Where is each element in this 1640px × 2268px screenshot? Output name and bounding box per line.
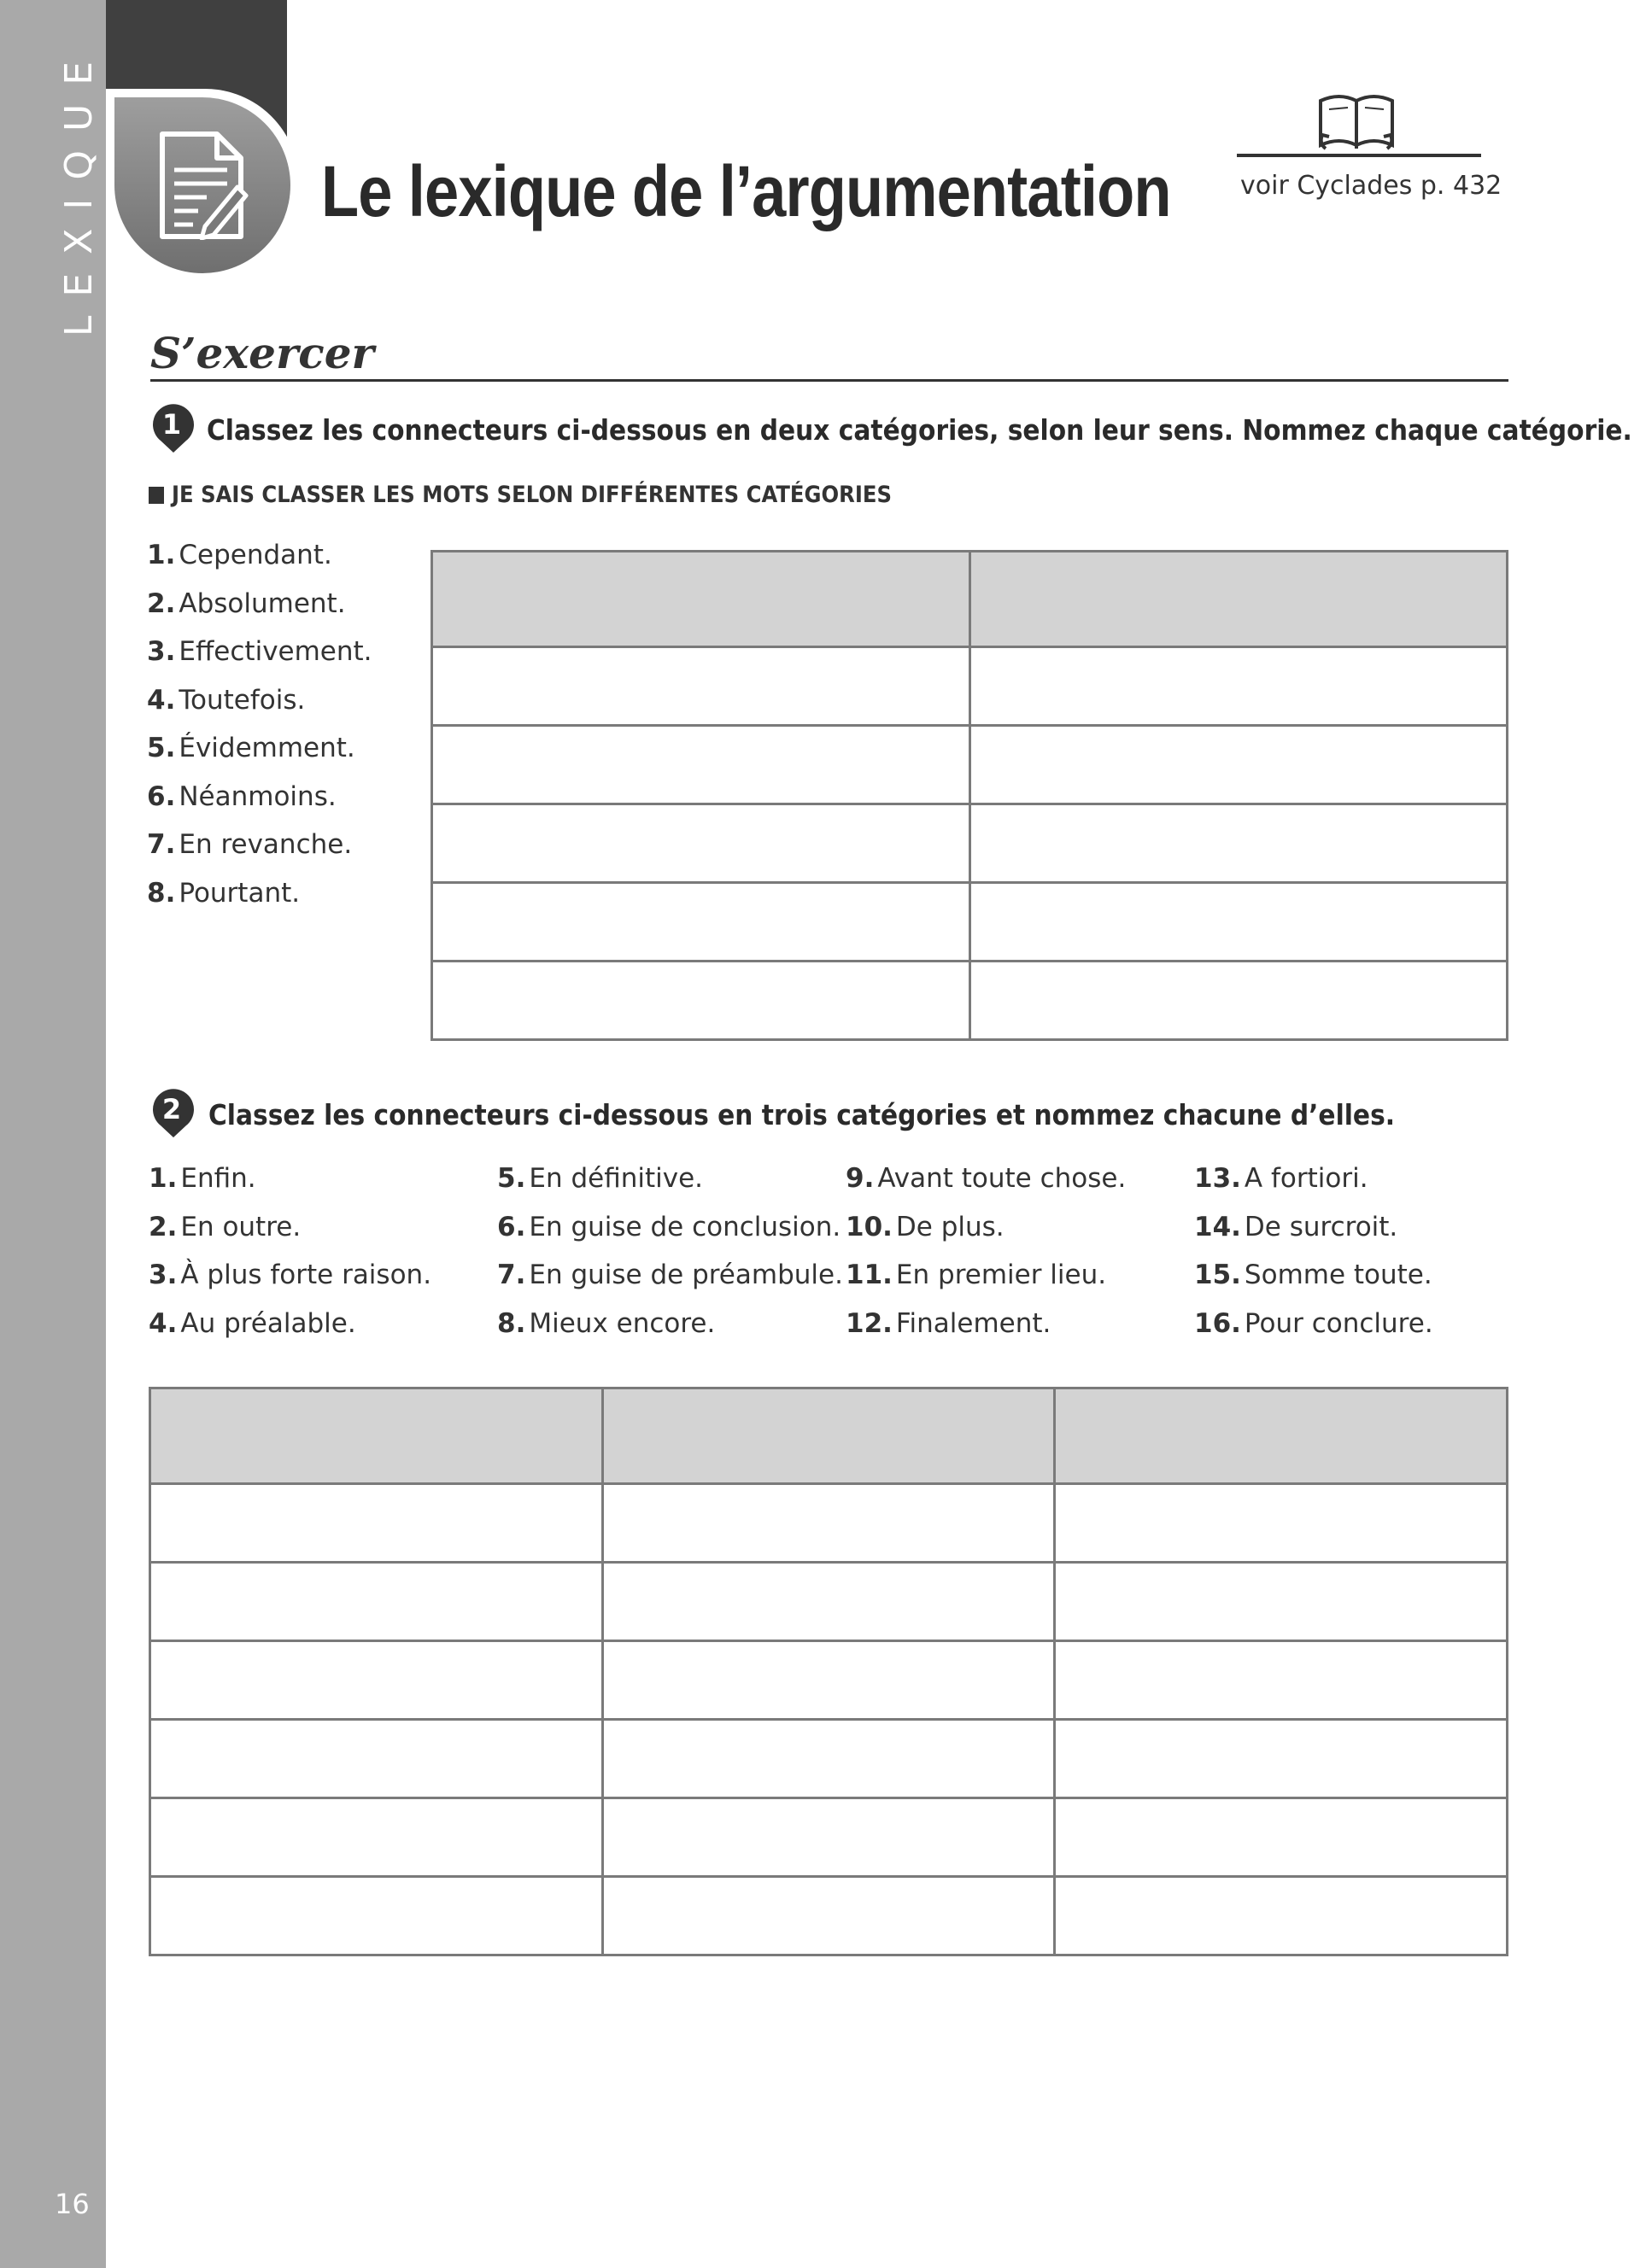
exercise-2-word-column-2 bbox=[497, 1163, 843, 1356]
category-header-cell[interactable] bbox=[1055, 1388, 1508, 1484]
list-item: 1. Enfin. bbox=[149, 1163, 256, 1194]
answer-cell[interactable] bbox=[602, 1484, 1055, 1563]
exercise-1-badge bbox=[150, 403, 196, 454]
square-bullet-icon bbox=[149, 487, 164, 504]
list-item: 6. En guise de conclusion. bbox=[497, 1211, 841, 1242]
list-item: 6. Néanmoins. bbox=[147, 780, 337, 812]
answer-cell[interactable] bbox=[969, 804, 1508, 883]
answer-cell[interactable] bbox=[602, 1720, 1055, 1798]
exercise-2-word-column-3 bbox=[846, 1163, 1126, 1356]
answer-cell[interactable] bbox=[432, 804, 970, 883]
reading-book-icon bbox=[1237, 89, 1481, 161]
answer-cell[interactable] bbox=[602, 1798, 1055, 1877]
answer-cell[interactable] bbox=[150, 1877, 603, 1955]
table-header-row bbox=[432, 552, 1508, 647]
page-number: 16 bbox=[55, 2188, 90, 2220]
list-item: 14. De surcroit. bbox=[1194, 1211, 1398, 1242]
answer-cell[interactable] bbox=[150, 1720, 603, 1798]
sidebar-label bbox=[44, 43, 113, 384]
table-row bbox=[432, 804, 1508, 883]
table-row bbox=[150, 1720, 1508, 1798]
list-item: 8. Mieux encore. bbox=[497, 1307, 716, 1339]
list-item: 1. Cependant. bbox=[147, 540, 332, 570]
category-header-cell[interactable] bbox=[602, 1388, 1055, 1484]
list-item: 2. Absolument. bbox=[147, 587, 346, 619]
table-row bbox=[432, 962, 1508, 1040]
answer-cell[interactable] bbox=[1055, 1563, 1508, 1641]
answer-cell[interactable] bbox=[969, 883, 1508, 962]
table-row bbox=[150, 1484, 1508, 1563]
table-row bbox=[150, 1563, 1508, 1641]
answer-cell[interactable] bbox=[432, 962, 970, 1040]
reference-text: voir Cyclades p. 432 bbox=[1240, 171, 1502, 201]
exercise-2-number: 2 bbox=[161, 1093, 182, 1125]
list-item: 4. Au préalable. bbox=[149, 1307, 356, 1339]
answer-cell[interactable] bbox=[150, 1563, 603, 1641]
answer-cell[interactable] bbox=[602, 1877, 1055, 1955]
exercise-1-number: 1 bbox=[161, 408, 182, 441]
section-title: S’exercer bbox=[150, 328, 374, 378]
table-row bbox=[432, 726, 1508, 804]
answer-cell[interactable] bbox=[969, 962, 1508, 1040]
answer-cell[interactable] bbox=[1055, 1798, 1508, 1877]
exercise-2-instruction: Classez les connecteurs ci-dessous en trois catégories et nommez chacune d’elles. bbox=[208, 1098, 1396, 1131]
list-item: 4. Toutefois. bbox=[147, 684, 306, 716]
list-item: 10. De plus. bbox=[846, 1211, 1004, 1242]
list-item: 2. En outre. bbox=[149, 1211, 302, 1242]
exercise-2-word-column-4 bbox=[1194, 1163, 1433, 1356]
sidebar-label-text: LEXIQUE bbox=[56, 43, 101, 337]
answer-cell[interactable] bbox=[150, 1641, 603, 1720]
list-item: 9. Avant toute chose. bbox=[846, 1163, 1127, 1194]
answer-cell[interactable] bbox=[150, 1484, 603, 1563]
answer-cell[interactable] bbox=[969, 647, 1508, 726]
list-item: 12. Finalement. bbox=[846, 1307, 1051, 1339]
answer-cell[interactable] bbox=[602, 1563, 1055, 1641]
chapter-badge bbox=[114, 97, 290, 273]
skill-text: JE SAIS CLASSER LES MOTS SELON DIFFÉRENTES CATÉGORIES bbox=[172, 482, 892, 508]
answer-cell[interactable] bbox=[432, 883, 970, 962]
list-item: 13. A fortiori. bbox=[1194, 1163, 1368, 1194]
list-item: 7. En revanche. bbox=[147, 829, 353, 860]
reference-block bbox=[1237, 89, 1502, 201]
category-header-cell[interactable] bbox=[432, 552, 970, 647]
table-header-row bbox=[150, 1388, 1508, 1484]
list-item: 5. En définitive. bbox=[497, 1163, 704, 1194]
table-row bbox=[432, 647, 1508, 726]
table-row bbox=[150, 1798, 1508, 1877]
answer-cell[interactable] bbox=[602, 1641, 1055, 1720]
exercise-1-instruction: Classez les connecteurs ci-dessous en deux catégories, selon leur sens. Nommez chaque catégorie. bbox=[207, 413, 1632, 447]
exercise-1-word-list bbox=[147, 540, 372, 926]
answer-cell[interactable] bbox=[1055, 1720, 1508, 1798]
document-pencil-icon bbox=[155, 131, 249, 240]
category-header-cell[interactable] bbox=[969, 552, 1508, 647]
sidebar bbox=[0, 0, 106, 2268]
list-item: 7. En guise de préambule. bbox=[497, 1260, 843, 1290]
list-item: 3. À plus forte raison. bbox=[149, 1260, 432, 1290]
list-item: 11. En premier lieu. bbox=[846, 1260, 1107, 1290]
table-row bbox=[150, 1877, 1508, 1955]
list-item: 15. Somme toute. bbox=[1194, 1260, 1432, 1290]
exercise-2-word-column-1 bbox=[149, 1163, 431, 1356]
skill-label bbox=[149, 482, 892, 508]
category-header-cell[interactable] bbox=[150, 1388, 603, 1484]
list-item: 5. Évidemment. bbox=[147, 733, 355, 763]
exercise-2-table bbox=[149, 1387, 1508, 1956]
section-rule bbox=[150, 379, 1508, 382]
list-item: 3. Effectivement. bbox=[147, 636, 372, 667]
answer-cell[interactable] bbox=[432, 726, 970, 804]
page-title: Le lexique de l’argumentation bbox=[321, 151, 1171, 231]
answer-cell[interactable] bbox=[1055, 1641, 1508, 1720]
answer-cell[interactable] bbox=[432, 647, 970, 726]
answer-cell[interactable] bbox=[150, 1798, 603, 1877]
table-row bbox=[432, 883, 1508, 962]
answer-cell[interactable] bbox=[1055, 1484, 1508, 1563]
exercise-1-table bbox=[430, 550, 1508, 1041]
table-row bbox=[150, 1641, 1508, 1720]
list-item: 8. Pourtant. bbox=[147, 877, 301, 909]
list-item: 16. Pour conclure. bbox=[1194, 1307, 1433, 1339]
exercise-2-badge bbox=[150, 1088, 196, 1139]
answer-cell[interactable] bbox=[969, 726, 1508, 804]
answer-cell[interactable] bbox=[1055, 1877, 1508, 1955]
